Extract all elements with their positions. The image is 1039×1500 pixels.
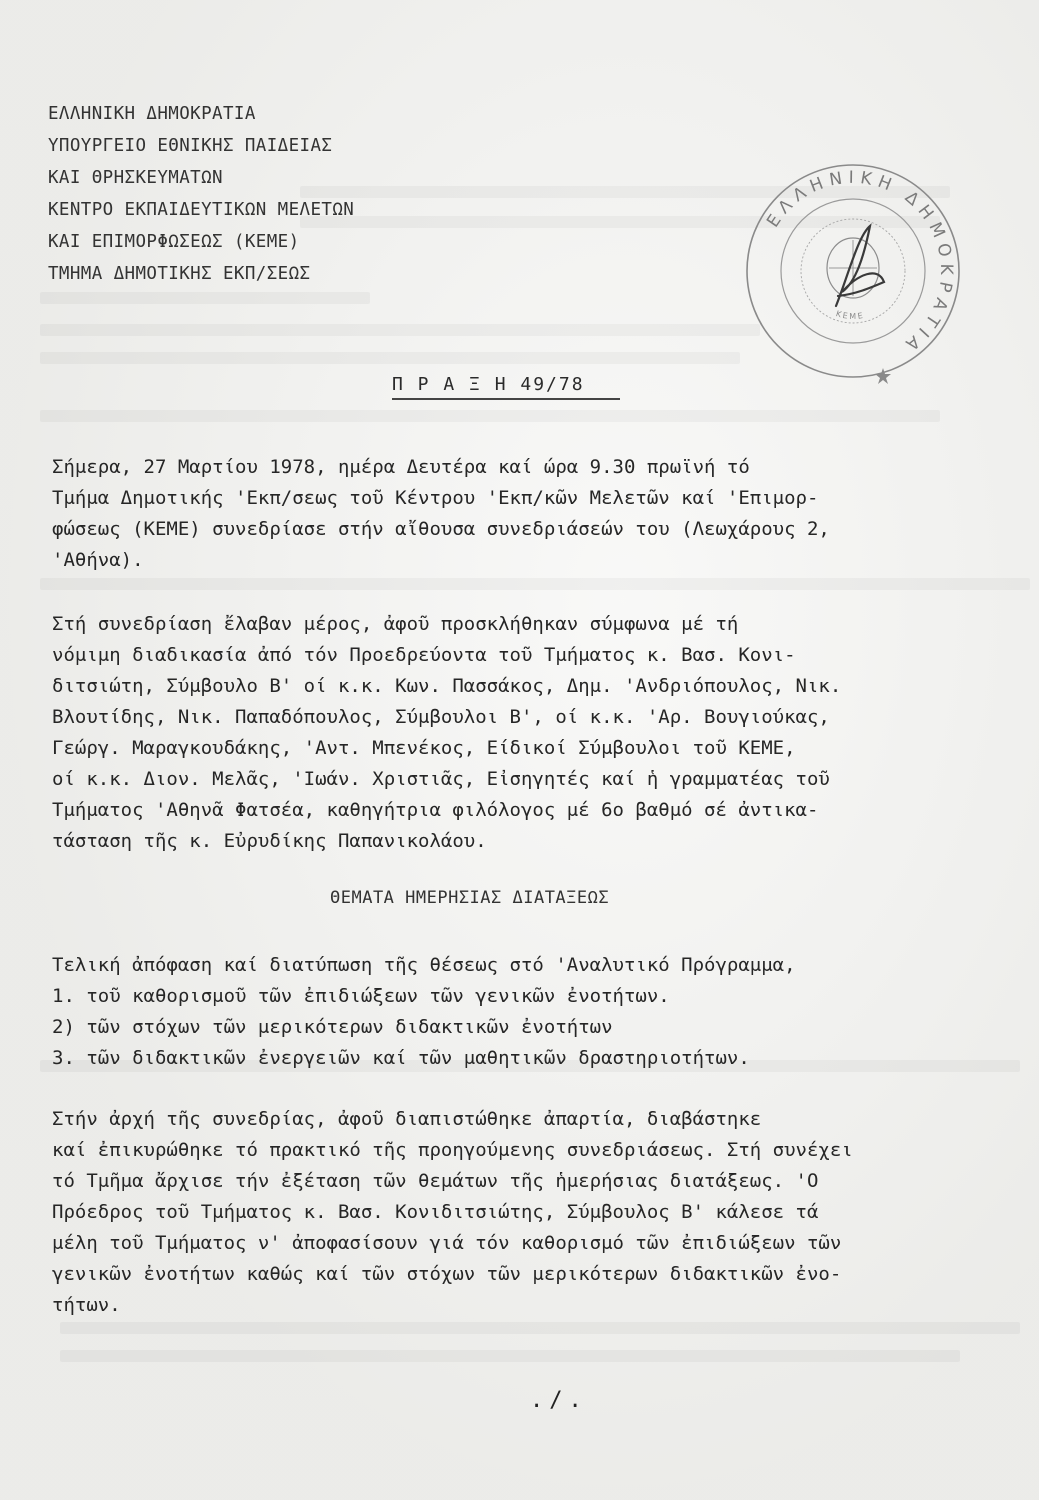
agenda-heading: ΘΕΜΑΤΑ ΗΜΕΡΗΣΙΑΣ ΔΙΑΤΑΞΕΩΣ [330, 888, 610, 908]
letterhead-line: ΚΑΙ ΕΠΙΜΟΡΦΩΣΕΩΣ (ΚΕΜΕ) [48, 232, 300, 252]
agenda-item: 1. τοῦ καθορισμοῦ τῶν ἐπιδιώξεων τῶν γενικῶν ἐνοτήτων. [52, 985, 670, 1007]
svg-text:ΕΛΛΗΝΙΚΗ ΔΗΜΟΚΡΑΤΙΑ: ΕΛΛΗΝΙΚΗ ΔΗΜΟΚΡΑΤΙΑ [763, 167, 957, 358]
bleed-through-line [40, 578, 1030, 590]
text-line: Βλουτίδης, Νικ. Παπαδόπουλος, Σύμβουλοι Β', οί κ.κ. 'Αρ. Βουγιούκας, [52, 706, 830, 728]
paragraph-opening [52, 452, 1012, 576]
bleed-through-line [60, 1350, 960, 1362]
title-underline [392, 398, 620, 400]
text-line: τήτων. [52, 1294, 121, 1316]
text-line: μέλη τοῦ Τμήματος ν' ἀποφασίσουν γιά τόν καθορισμό τῶν ἐπιδιώξεων τῶν [52, 1232, 842, 1254]
letterhead-line: ΥΠΟΥΡΓΕΙΟ ΕΘΝΙΚΗΣ ΠΑΙΔΕΙΑΣ [48, 136, 333, 156]
text-line: Τμήμα Δημοτικής 'Εκπ/σεως τοῦ Κέντρου 'Εκπ/κῶν Μελετῶν καί 'Επιμορ- [52, 487, 819, 509]
text-line: τό Τμῆμα ἄρχισε τήν ἐξέταση τῶν θεμάτων τῆς ἡμερήσιας διατάξεως. 'Ο [52, 1170, 819, 1192]
text-line: Στή συνεδρίαση ἔλαβαν μέρος, ἀφοῦ προσκλήθηκαν σύμφωνα μέ τή [52, 613, 739, 635]
paragraph-attendees [52, 609, 1012, 857]
text-line: φώσεως (ΚΕΜΕ) συνεδρίασε στήν αἴθουσα συνεδριάσεών του (Λεωχάρους 2, [52, 518, 830, 540]
bleed-through-line [40, 352, 740, 364]
text-line: Γεώργ. Μαραγκουδάκης, 'Αντ. Μπενέκος, Είδικοί Σύμβουλοι τοῦ ΚΕΜΕ, [52, 737, 796, 759]
bleed-through-line [40, 410, 940, 422]
agenda-item: Τελική ἀπόφαση καί διατύπωση τῆς θέσεως στό 'Αναλυτικό Πρόγραμμα, [52, 954, 796, 976]
text-line: καί ἐπικυρώθηκε τό πρακτικό τῆς προηγούμενης συνεδριάσεως. Στή συνέχει [52, 1139, 853, 1161]
text-line: Τμήματος 'Αθηνᾶ Φατσέα, καθηγήτρια φιλόλογος μέ 6ο βαθμό σέ ἀντικα- [52, 799, 819, 821]
letterhead [48, 98, 508, 290]
text-line: 'Αθήνα). [52, 549, 144, 571]
text-line: διτσιώτη, Σύμβουλο Β' οί κ.κ. Κων. Πασσάκος, Δημ. 'Ανδριόπουλος, Νικ. [52, 675, 842, 697]
official-stamp [738, 156, 968, 386]
agenda-list [52, 950, 1012, 1074]
svg-text:ΚΕΜΕ: ΚΕΜΕ [834, 309, 866, 322]
text-line: Στήν ἀρχή τῆς συνεδρίας, ἀφοῦ διαπιστώθηκε ἀπαρτία, διαβάστηκε [52, 1108, 762, 1130]
text-line: τάσταση τῆς κ. Εὐρυδίκης Παπανικολάου. [52, 830, 487, 852]
bleed-through-line [60, 1322, 1020, 1334]
page-continuation-mark: ./. [530, 1388, 588, 1413]
text-line: οί κ.κ. Διον. Μελᾶς, 'Ιωάν. Χριστιᾶς, Εἰσηγητές καί ἡ γραμματέας τοῦ [52, 768, 830, 790]
agenda-item: 2) τῶν στόχων τῶν μερικότερων διδακτικῶν ἐνοτήτων [52, 1016, 613, 1038]
bleed-through-line [40, 292, 370, 304]
text-line: γενικῶν ἐνοτήτων καθώς καί τῶν στόχων τῶν μερικότερων διδακτικῶν ἐνο- [52, 1263, 842, 1285]
paragraph-proceedings [52, 1104, 1012, 1321]
letterhead-line: ΚΑΙ ΘΡΗΣΚΕΥΜΑΤΩΝ [48, 168, 223, 188]
text-line: Πρόεδρος τοῦ Τμήματος κ. Βασ. Κονιδιτσιώτης, Σύμβουλος Β' κάλεσε τά [52, 1201, 819, 1223]
letterhead-line: ΚΕΝΤΡΟ ΕΚΠΑΙΔΕΥΤΙΚΩΝ ΜΕΛΕΤΩΝ [48, 200, 355, 220]
document-title: Π Ρ Α Ξ Η 49/78 [392, 374, 585, 395]
letterhead-line: ΕΛΛΗΝΙΚΗ ΔΗΜΟΚΡΑΤΙΑ [48, 104, 256, 124]
letterhead-line: ΤΜΗΜΑ ΔΗΜΟΤΙΚΗΣ ΕΚΠ/ΣΕΩΣ [48, 264, 311, 284]
bleed-through-line [40, 324, 760, 336]
agenda-item: 3. τῶν διδακτικῶν ἐνεργειῶν καί τῶν μαθητικῶν δραστηριοτήτων. [52, 1047, 750, 1069]
text-line: νόμιμη διαδικασία ἀπό τόν Προεδρεύοντα τοῦ Τμήματος κ. Βασ. Κονι- [52, 644, 796, 666]
stamp-seal-icon [738, 156, 968, 386]
text-line: Σήμερα, 27 Μαρτίου 1978, ημέρα Δευτέρα καί ώρα 9.30 πρωϊνή τό [52, 456, 750, 478]
